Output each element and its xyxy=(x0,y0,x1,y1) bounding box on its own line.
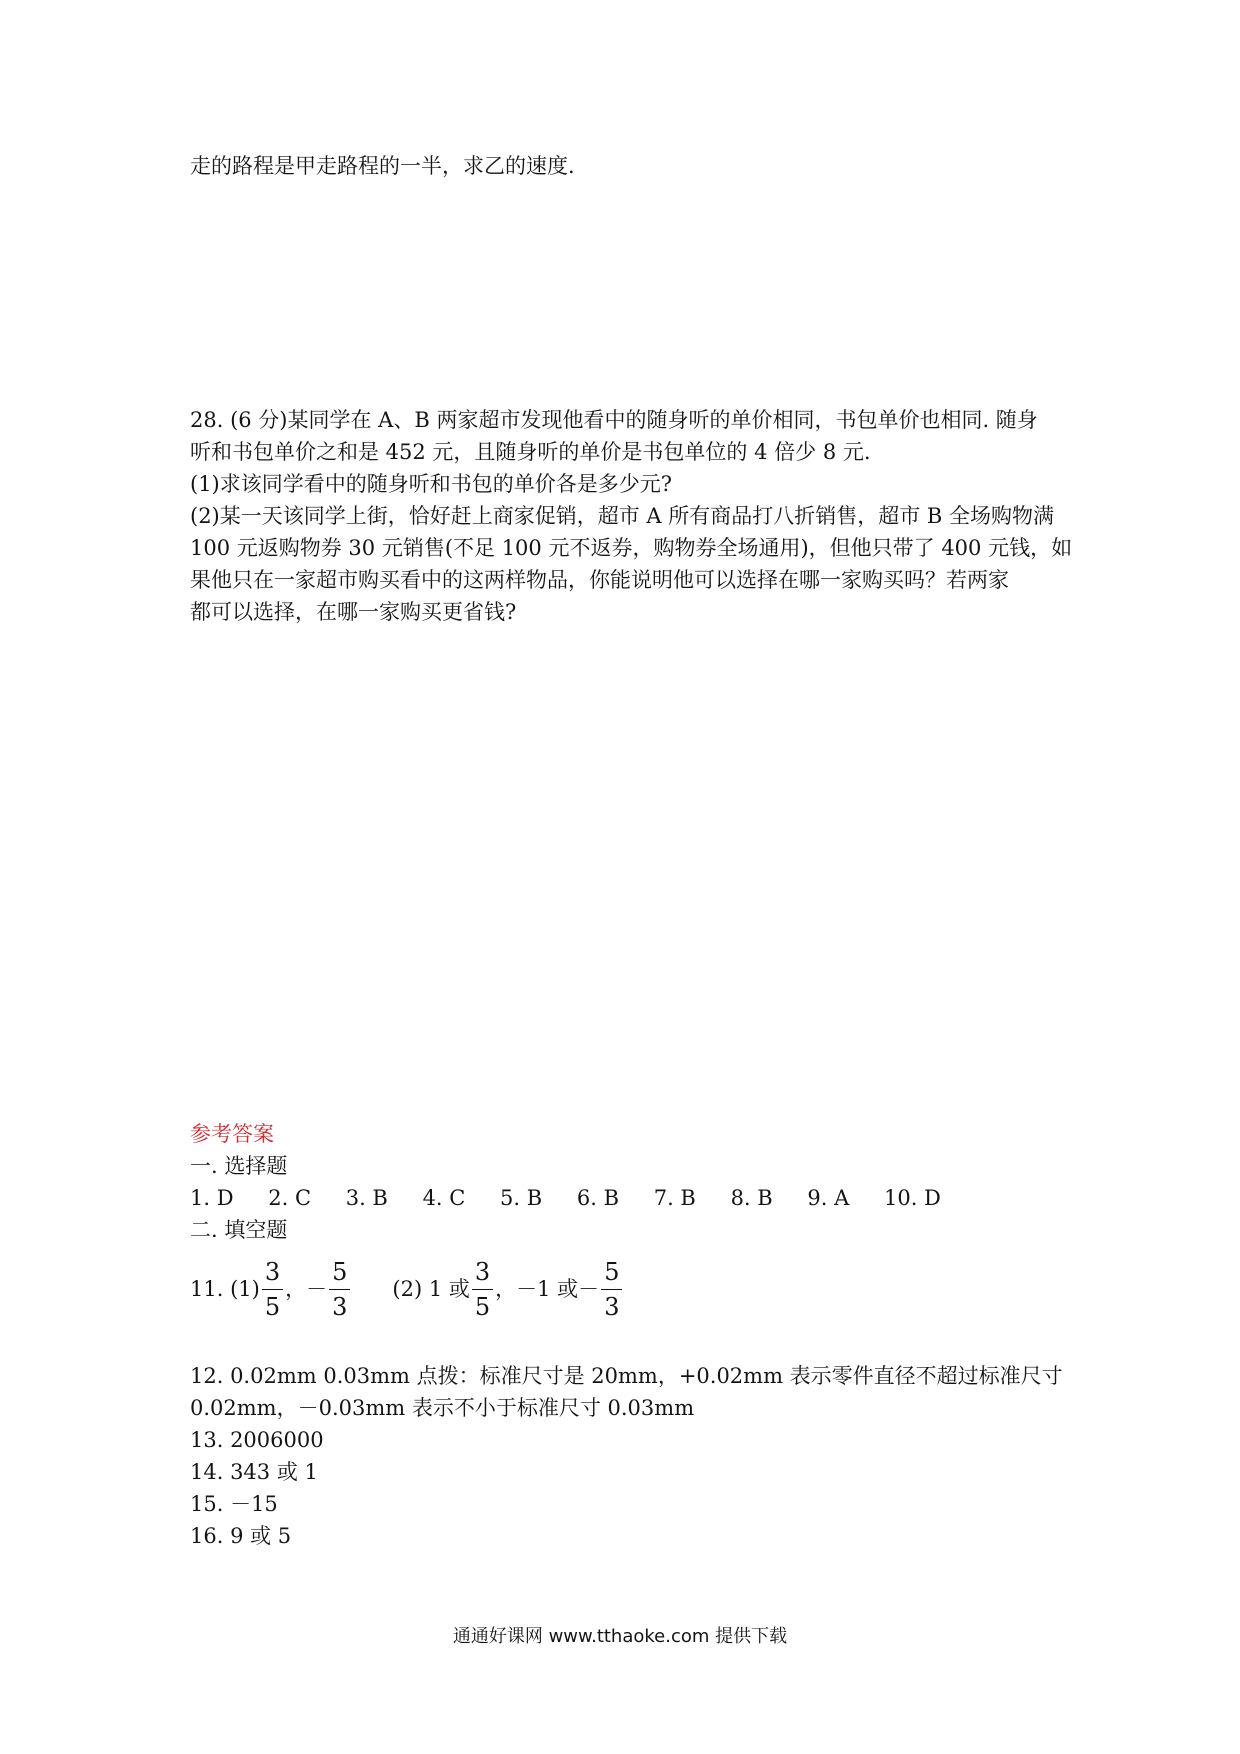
fraction xyxy=(329,1257,350,1321)
fraction-numerator: 5 xyxy=(604,1257,620,1286)
choice-answers xyxy=(190,1182,1060,1214)
answer-11 xyxy=(190,1254,1060,1324)
answer-12-line-2: 0.02mm，－0.03mm 表示不小于标准尺寸 0.03mm xyxy=(190,1396,695,1420)
fraction xyxy=(262,1257,283,1321)
fraction-numerator: 3 xyxy=(474,1257,491,1286)
fraction xyxy=(472,1257,493,1321)
answer-11-separator: ，－1 或－ xyxy=(495,1277,600,1301)
fraction xyxy=(601,1257,622,1321)
fraction-denominator: 3 xyxy=(332,1292,348,1321)
fraction-denominator: 5 xyxy=(264,1292,281,1321)
q28-line-7: 都可以选择，在哪一家购买更省钱? xyxy=(190,600,517,624)
q28-line-1: 28. (6 分)某同学在 A、B 两家超市发现他看中的随身听的单价相同，书包单价也相同. 随身 xyxy=(190,408,1038,432)
q28-line-6: 果他只在一家超市购买看中的这两样物品，你能说明他可以选择在哪一家购买吗？若两家 xyxy=(190,568,1009,592)
section-fill-heading: 二. 填空题 xyxy=(190,1218,288,1242)
q28-line-2: 听和书包单价之和是 452 元，且随身听的单价是书包单位的 4 倍少 8 元. xyxy=(190,440,871,464)
answer-heading: 参考答案 xyxy=(190,1122,274,1146)
choice-answer: 1. D xyxy=(190,1186,234,1210)
answer-12-line-1: 12. 0.02mm 0.03mm 点拨：标准尺寸是 20mm，+0.02mm 表示零件直径不超过标准尺寸 xyxy=(190,1364,1063,1388)
fraction-bar xyxy=(262,1289,283,1290)
fraction-denominator: 5 xyxy=(474,1292,491,1321)
answer-11-prefix: 11. (1) xyxy=(190,1277,260,1301)
page-footer: 通通好课网 www.tthaoke.com 提供下载 xyxy=(452,1626,788,1647)
answer-14: 14. 343 或 1 xyxy=(190,1460,318,1484)
fraction-bar xyxy=(601,1289,622,1290)
fraction-denominator: 3 xyxy=(604,1292,620,1321)
question-27-tail: 走的路程是甲走路程的一半，求乙的速度. xyxy=(190,154,575,178)
choice-answer: 8. B xyxy=(730,1186,773,1210)
q28-line-3: (1)求该同学看中的随身听和书包的单价各是多少元? xyxy=(190,472,673,496)
choice-answer: 5. B xyxy=(500,1186,543,1210)
answer-15: 15. －15 xyxy=(190,1492,278,1516)
choice-answer: 10. D xyxy=(883,1186,941,1210)
answer-11-part2: (2) 1 或 xyxy=(392,1277,470,1301)
answer-11-separator: ，－ xyxy=(285,1277,328,1301)
section-choice-heading: 一. 选择题 xyxy=(190,1154,288,1178)
choice-answer: 6. B xyxy=(576,1186,620,1210)
fraction-bar xyxy=(472,1289,493,1290)
choice-answer: 2. C xyxy=(268,1186,312,1210)
choice-answer: 9. A xyxy=(807,1186,850,1210)
fraction-numerator: 5 xyxy=(332,1257,348,1286)
fraction-bar xyxy=(329,1289,350,1290)
fraction-numerator: 3 xyxy=(264,1257,281,1286)
answer-16: 16. 9 或 5 xyxy=(190,1524,292,1548)
answer-13: 13. 2006000 xyxy=(190,1428,324,1452)
choice-answer: 3. B xyxy=(345,1186,388,1210)
q28-line-5: 100 元返购物券 30 元销售(不足 100 元不返券，购物券全场通用)，但他只带了 400 元钱，如 xyxy=(190,536,1073,560)
choice-answer: 7. B xyxy=(653,1186,696,1210)
choice-answer: 4. C xyxy=(422,1186,466,1210)
q28-line-4: (2)某一天该同学上街，恰好赶上商家促销，超市 A 所有商品打八折销售，超市 B 全场购物满 xyxy=(190,504,1055,528)
